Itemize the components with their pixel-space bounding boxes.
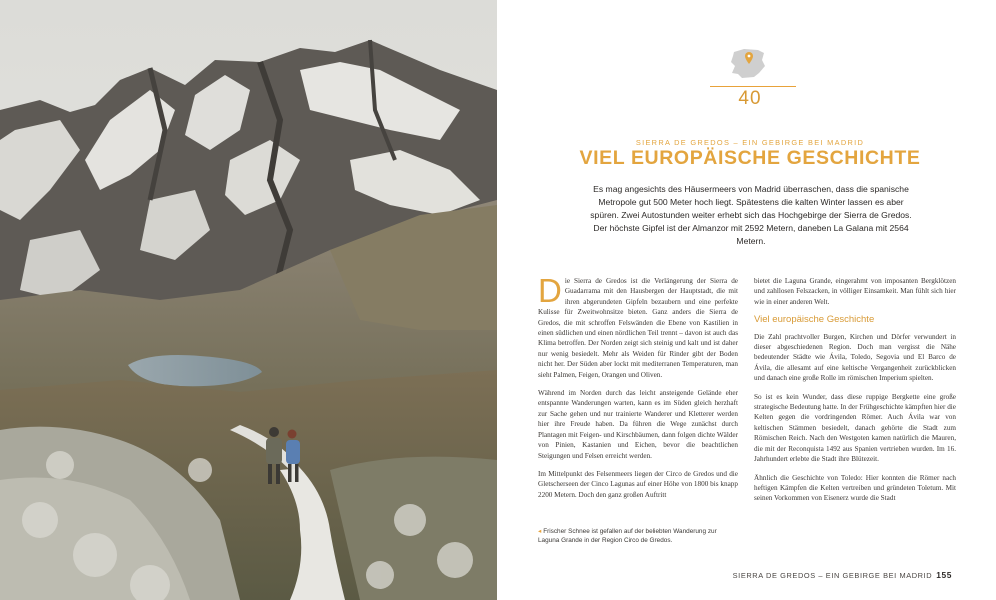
body-paragraph: Im Mittelpunkt des Felsenmeers liegen der Circo de Gredos und die Gletscherseen der Cinco Lagunas auf einer Höhe von 1800 bis knapp 2200 Metern. Doch den ganz großen Auftritt [538,469,738,499]
caption-arrow-icon: ◂ [538,528,542,535]
body-paragraph: So ist es kein Wunder, dass diese ruppige Bergkette eine große strategische Bedeutung hatte. In der Frühgeschichte kämpften hier die Kelten gegen die vordringenden Römer. Auch Ávila war von keltischen Stämmen besiedelt, danach gehörte die Stadt zum Römischen Reich. Nach den Westgoten kamen natürlich die Mauren, die mit der Reconquista 1492 aus Spanien vertrieben wurden. Im 16. Jahrhundert erlebte die Stadt ihre Blütezeit. [754,392,956,464]
drop-cap: D [538,272,562,309]
number-rule [710,86,796,87]
chapter-kicker: SIERRA DE GREDOS – EIN GEBIRGE BEI MADRID [635,138,865,147]
mountain-photo [0,0,497,600]
page-number: 155 [936,570,952,580]
spain-map-icon [728,46,768,82]
body-paragraph: Die Zahl prachtvoller Burgen, Kirchen und Dörfer verwundert in dieser abgeschiedenen Region. Doch man vergisst die Nähe bedeutender Städte wie Ávila, Toledo, Segovia und El Barco de Ávila, die allesamt auf eine keltische Vergangenheit zurückblicken und danach eine große Rolle im römischen Imperium spielten. [754,332,956,383]
chapter-headline: VIEL EUROPÄISCHE GESCHICHTE [579,147,921,169]
body-paragraph: Während im Norden durch das leicht ansteigende Gelände eher entspannte Wanderungen warten, kann es im Süden gleich herzhaft zur Sache gehen und nur trainierte Wanderer und Kletterer werden hier ihre Freude haben. Da führen die Wege zunächst durch Plantagen mit Feigen- und Kirschbäumen, dann folgen dichte Wälder von Pinien, Kastanien und Eichen, bevor die beachtlichen Steigungen und Felsen erreicht werden. [538,389,738,460]
photo-caption: ◂ Frischer Schnee ist gefallen auf der beliebten Wanderung zur Laguna Grande in der Region Circo de Gredos. [538,528,717,544]
section-subheading: Viel europäische Geschichte [754,314,875,326]
page-footer [733,570,952,580]
body-paragraph: bietet die Laguna Grande, eingerahmt von imposanten Bergklötzen und zahllosen Felszacken, in völliger Einsamkeit. Man fühlt sich hier wie in einer anderen Welt. [754,277,956,306]
text-column-1 [538,272,738,508]
body-paragraph: Ähnlich die Geschichte von Toledo: Hier konnten die Römer nach heftigen Kämpfen die Kelten vertreiben und gründeten Toletum. Mit seinen Vorkommen von Eisenerz wurde die Stadt [754,473,956,503]
running-head: SIERRA DE GREDOS – EIN GEBIRGE BEI MADRID [732,571,933,580]
text-column-2 [754,276,956,512]
body-paragraph: Die Sierra de Gredos ist die Verlängerung der Sierra de Guadarrama mit den Hausbergen der Hauptstadt, die mit ihren abgerundeten Gipfeln bezaubern und eine perfekte Kulisse für Zweitwohnsitze bieten. Ganz anders die Sierra de Gredos, die mit schroffen Felswänden die Ebene von Kastilien in einen südlichen und einen nördlichen Teil trennt – davon ist auch das Klima betroffen. Der Norden zeigt sich steinig und kalt und ist daher nur wenig besiedelt. Mehr als Weiden für Rinder gibt der Boden nicht her. Der Süden aber lockt mit mediterranen Temperaturen, man sieht Palmen, Feigen, Orangen und Oliven. [538,272,738,379]
lead-paragraph: Es mag angesichts des Häusermeers von Madrid überraschen, dass die spanische Metropole gut 500 Meter hoch liegt. Spätestens die kalten Winter lassen es aber spüren. Zwei Autostunden weiter erhebt sich das Hochgebirge der Sierra de Gredos. Der höchste Gipfel ist der Almanzor mit 2592 Metern, daneben La Galana mit 2564 Metern. [590,184,912,246]
chapter-number: 40 [738,88,762,109]
